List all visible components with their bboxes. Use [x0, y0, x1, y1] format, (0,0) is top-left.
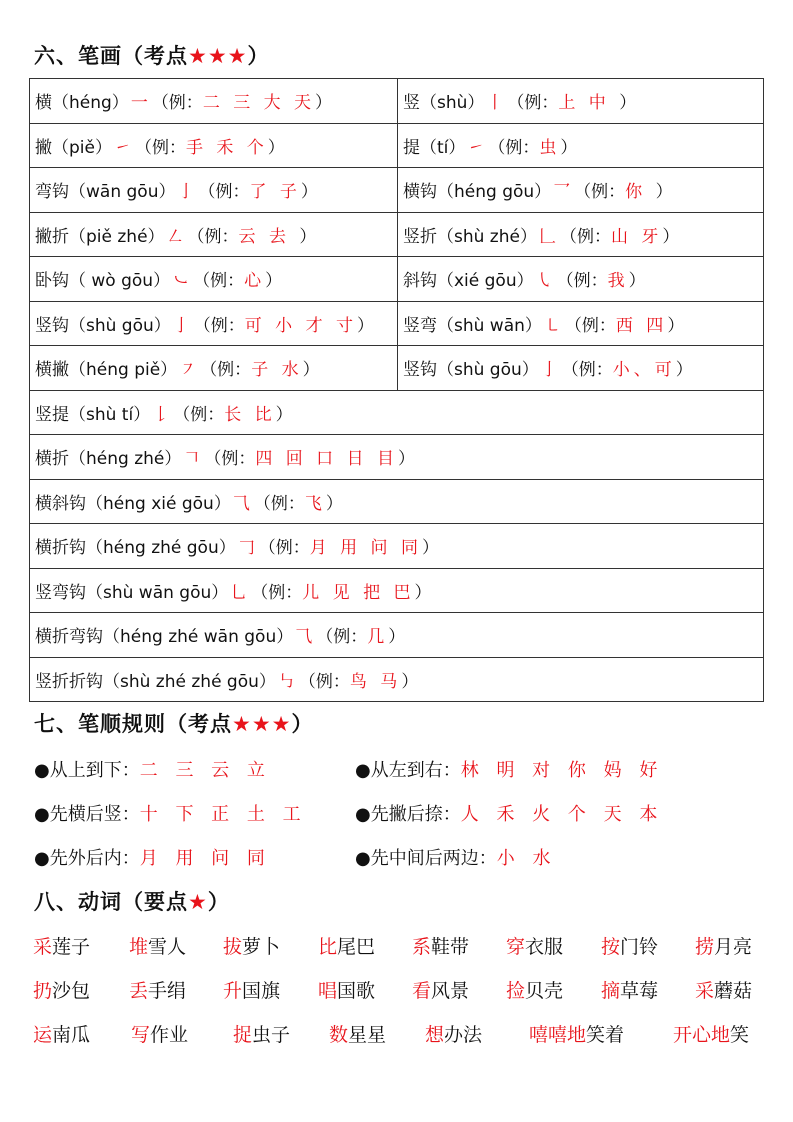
- verb-object: 作业: [150, 1024, 189, 1046]
- stroke-row: [30, 123, 764, 168]
- stroke-cell: [30, 346, 398, 391]
- stroke-symbol: 丨: [486, 93, 504, 114]
- rule-left-to-right: [355, 756, 663, 782]
- rule-label: ●先横后竖：: [34, 804, 140, 825]
- verb-word: 升: [223, 980, 243, 1002]
- example-prefix: （例：: [298, 671, 350, 692]
- verb-phrase: [33, 976, 90, 1003]
- example-prefix: （例：: [574, 182, 626, 203]
- stroke-examples: 心: [244, 271, 266, 292]
- stroke-examples: 了 子: [249, 182, 301, 203]
- stroke-symbol: 𠃊: [538, 226, 556, 247]
- verb-phrase: [129, 976, 186, 1003]
- stroke-symbol: 𠃌: [237, 538, 255, 559]
- stroke-name: 竖提（shù tí）: [35, 404, 151, 425]
- verb-object: 风景: [431, 980, 470, 1002]
- verb-phrase: [695, 932, 752, 959]
- verb-word: 看: [412, 980, 432, 1002]
- stroke-cell: [30, 212, 398, 257]
- example-prefix: （例：: [193, 271, 245, 292]
- example-suffix: ）: [265, 271, 283, 292]
- stroke-name: 弯钩（wān gōu）: [35, 182, 176, 203]
- stroke-name: 横折钩（héng zhé gōu）: [35, 538, 236, 559]
- stroke-symbol: ㇀: [467, 137, 485, 158]
- verb-word: 唱: [318, 980, 338, 1002]
- stroke-cell: [398, 257, 764, 302]
- rule-outside-before-inside: [34, 844, 271, 870]
- verb-row-3: [33, 1020, 773, 1050]
- example-prefix: （例：: [198, 182, 250, 203]
- verb-word: 丢: [129, 980, 149, 1002]
- stroke-row-full: [30, 390, 764, 435]
- example-suffix: ）: [662, 226, 680, 247]
- example-suffix: ）: [267, 137, 285, 158]
- example-prefix: （例：: [193, 315, 245, 336]
- verb-object: 门铃: [620, 936, 659, 958]
- verb-word: 数: [329, 1024, 349, 1046]
- stroke-row: [30, 79, 764, 124]
- verb-object: 虫子: [252, 1024, 291, 1046]
- stroke-cell: [30, 435, 764, 480]
- stroke-examples: 儿 见 把 巴: [302, 582, 415, 603]
- stroke-symbol: ㇃: [172, 271, 190, 292]
- stroke-name: 撇折（piě zhé）: [35, 226, 165, 247]
- verb-row-2: [33, 976, 773, 1006]
- rule-left-falling-before-right-falling: [355, 800, 663, 826]
- verb-object: 沙包: [52, 980, 91, 1002]
- rule-top-to-bottom: [34, 756, 271, 782]
- section-8-title: 八、动词（要点: [34, 890, 188, 914]
- section-7-title: 七、笔顺规则（考点: [34, 712, 232, 736]
- example-suffix: ）: [302, 360, 320, 381]
- stroke-name: 竖钩（shù gōu）: [403, 360, 539, 381]
- stroke-cell: [30, 257, 398, 302]
- stroke-row-full: [30, 435, 764, 480]
- rule-examples: 小 水: [496, 848, 557, 869]
- stroke-name: 卧钩（ wò gōu）: [35, 271, 171, 292]
- example-prefix: （例：: [564, 315, 616, 336]
- stroke-name: 横钩（héng gōu）: [403, 182, 552, 203]
- stroke-name: 竖（shù）: [403, 93, 485, 114]
- example-prefix: （例：: [556, 271, 608, 292]
- stroke-examples: 上 中: [558, 93, 620, 114]
- stroke-cell: [398, 301, 764, 346]
- example-prefix: （例：: [204, 449, 256, 470]
- rule-examples: 二 三 云 立: [139, 760, 271, 781]
- verb-word: 采: [695, 980, 715, 1002]
- stroke-symbol: ㇀: [113, 137, 131, 158]
- verb-object: 莲子: [52, 936, 91, 958]
- stroke-symbol: ㇉: [277, 671, 295, 692]
- example-prefix: （例：: [187, 226, 239, 247]
- verb-object: 笑: [730, 1024, 750, 1046]
- stroke-cell: [30, 168, 398, 213]
- stroke-cell: [30, 479, 764, 524]
- verb-phrase: [131, 1020, 188, 1047]
- rule-examples: 月 用 问 同: [139, 848, 271, 869]
- rule-label: ●先外后内：: [34, 848, 140, 869]
- stroke-examples: 云 去: [238, 226, 300, 247]
- verb-word: 按: [601, 936, 621, 958]
- stroke-symbol: 亅: [540, 360, 558, 381]
- stroke-row: [30, 212, 764, 257]
- stroke-cell: [30, 123, 398, 168]
- section-8-stars: ★: [188, 890, 208, 914]
- rule-examples: 林 明 对 你 妈 好: [460, 760, 664, 781]
- verb-phrase: [412, 976, 469, 1003]
- section-7-heading: [34, 708, 313, 738]
- verb-word: 捉: [233, 1024, 253, 1046]
- verb-object: 手绢: [148, 980, 187, 1002]
- example-suffix: ）: [299, 226, 317, 247]
- verb-object: 国旗: [242, 980, 281, 1002]
- verb-object: 蘑菇: [714, 980, 753, 1002]
- example-suffix: ）: [628, 271, 646, 292]
- example-prefix: （例：: [151, 93, 203, 114]
- verb-object: 国歌: [337, 980, 376, 1002]
- section-6-stars: ★★★: [188, 44, 248, 68]
- stroke-row: [30, 257, 764, 302]
- stroke-symbol: ⺄: [295, 627, 313, 648]
- example-suffix: ）: [560, 137, 578, 158]
- rule-label: ●先中间后两边：: [355, 848, 497, 869]
- example-suffix: ）: [397, 449, 415, 470]
- stroke-symbol: ㇄: [543, 315, 561, 336]
- stroke-examples: 几: [367, 627, 389, 648]
- stroke-cell: [30, 390, 764, 435]
- verb-phrase: [412, 932, 469, 959]
- verb-phrase: [673, 1020, 749, 1047]
- stroke-name: 提（tí）: [403, 137, 466, 158]
- verb-word: 捡: [506, 980, 526, 1002]
- verb-object: 尾巴: [337, 936, 376, 958]
- verb-word: 嘻嘻地: [529, 1024, 587, 1046]
- verb-phrase: [425, 1020, 482, 1047]
- stroke-row-full: [30, 657, 764, 702]
- stroke-name: 撇（piě）: [35, 137, 112, 158]
- example-suffix: ）: [414, 582, 432, 603]
- stroke-row-full: [30, 613, 764, 658]
- verb-word: 捞: [695, 936, 715, 958]
- section-8-close: ）: [207, 890, 230, 914]
- verb-phrase: [601, 976, 658, 1003]
- example-prefix: （例：: [507, 93, 559, 114]
- stroke-symbol: 亅: [172, 315, 190, 336]
- example-prefix: （例：: [488, 137, 540, 158]
- stroke-cell: [30, 568, 764, 613]
- stroke-symbol: 𠃍: [183, 449, 201, 470]
- verb-word: 摘: [601, 980, 621, 1002]
- verb-phrase: [33, 1020, 90, 1047]
- stroke-examples: 你: [625, 182, 656, 203]
- verb-phrase: [329, 1020, 386, 1047]
- example-prefix: （例：: [253, 493, 305, 514]
- stroke-examples: 月 用 问 同: [309, 538, 422, 559]
- verb-phrase: [318, 976, 375, 1003]
- example-suffix: ）: [315, 93, 333, 114]
- stroke-row: [30, 168, 764, 213]
- verb-object: 雪人: [148, 936, 187, 958]
- stroke-row-full: [30, 568, 764, 613]
- stroke-examples: 二 三 大 天: [202, 93, 316, 114]
- rule-examples: 十 下 正 土 工: [139, 804, 307, 825]
- stroke-table: [29, 78, 764, 702]
- stroke-examples: 子 水: [251, 360, 303, 381]
- stroke-cell: [30, 613, 764, 658]
- stroke-cell: [398, 346, 764, 391]
- section-7-stars: ★★★: [232, 712, 292, 736]
- example-suffix: ）: [388, 627, 406, 648]
- stroke-row: [30, 301, 764, 346]
- stroke-symbol: ㇇: [179, 360, 197, 381]
- stroke-symbol: ㇂: [535, 271, 553, 292]
- stroke-name: 横折（héng zhé）: [35, 449, 182, 470]
- verb-object: 鞋带: [431, 936, 470, 958]
- stroke-name: 横（héng）: [35, 93, 129, 114]
- stroke-symbol: ⺄: [232, 493, 250, 514]
- verb-word: 堆: [129, 936, 149, 958]
- section-6-title: 六、笔画（考点: [34, 44, 188, 68]
- example-suffix: ）: [300, 182, 318, 203]
- verb-object: 月亮: [714, 936, 753, 958]
- verb-word: 拔: [223, 936, 243, 958]
- verb-word: 运: [33, 1024, 53, 1046]
- verb-phrase: [695, 976, 752, 1003]
- verb-object: 办法: [444, 1024, 483, 1046]
- verb-object: 萝卜: [242, 936, 281, 958]
- stroke-row-full: [30, 524, 764, 569]
- verb-phrase: [506, 976, 563, 1003]
- example-prefix: （例：: [561, 360, 613, 381]
- verb-phrase: [223, 932, 280, 959]
- example-prefix: （例：: [258, 538, 310, 559]
- verb-object: 南瓜: [52, 1024, 91, 1046]
- example-prefix: （例：: [134, 137, 186, 158]
- verb-phrase: [318, 932, 375, 959]
- example-prefix: （例：: [559, 226, 611, 247]
- stroke-cell: [398, 212, 764, 257]
- example-suffix: ）: [357, 315, 374, 336]
- stroke-examples: 鸟 马: [349, 671, 402, 692]
- example-suffix: ）: [655, 182, 673, 203]
- section-6-heading: [34, 40, 269, 70]
- verb-phrase: [129, 932, 186, 959]
- stroke-examples: 飞: [304, 493, 326, 514]
- stroke-cell: [398, 79, 764, 124]
- verb-phrase: [33, 932, 90, 959]
- section-7-close: ）: [291, 712, 314, 736]
- example-suffix: ）: [619, 93, 637, 114]
- example-prefix: （例：: [200, 360, 252, 381]
- verb-word: 系: [412, 936, 432, 958]
- stroke-name: 竖折（shù zhé）: [403, 226, 537, 247]
- example-suffix: ）: [325, 493, 343, 514]
- rule-label: ●从左到右：: [355, 760, 461, 781]
- stroke-examples: 虫: [539, 137, 561, 158]
- verb-phrase: [529, 1020, 624, 1047]
- example-suffix: ）: [667, 315, 685, 336]
- example-suffix: ）: [421, 538, 439, 559]
- stroke-name: 竖弯钩（shù wān gōu）: [35, 582, 229, 603]
- stroke-cell: [398, 168, 764, 213]
- rule-label: ●从上到下：: [34, 760, 140, 781]
- stroke-examples: 西 四: [615, 315, 668, 336]
- example-suffix: ）: [401, 671, 419, 692]
- rule-label: ●先撇后捺：: [355, 804, 461, 825]
- verb-word: 扔: [33, 980, 53, 1002]
- verb-object: 笑着: [586, 1024, 625, 1046]
- stroke-symbol: 乛: [553, 182, 571, 203]
- example-prefix: （例：: [251, 582, 303, 603]
- stroke-cell: [30, 657, 764, 702]
- stroke-examples: 四 回 口 日 目: [255, 449, 398, 470]
- verb-word: 写: [131, 1024, 151, 1046]
- stroke-examples: 可 小 才 寸: [244, 315, 357, 336]
- stroke-cell: [30, 524, 764, 569]
- stroke-row-full: [30, 479, 764, 524]
- section-6-close: ）: [247, 44, 270, 68]
- stroke-name: 竖钩（shù gōu）: [35, 315, 171, 336]
- stroke-row: [30, 346, 764, 391]
- stroke-symbol: 𠄌: [152, 404, 170, 425]
- stroke-cell: [30, 79, 398, 124]
- stroke-cell: [30, 301, 398, 346]
- verb-object: 草莓: [620, 980, 659, 1002]
- verb-phrase: [223, 976, 280, 1003]
- stroke-cell: [398, 123, 764, 168]
- rule-horizontal-before-vertical: [34, 800, 307, 826]
- verb-word: 采: [33, 936, 53, 958]
- stroke-name: 斜钩（xié gōu）: [403, 271, 534, 292]
- verb-object: 贝壳: [525, 980, 564, 1002]
- verb-object: 星星: [348, 1024, 387, 1046]
- stroke-symbol: 乚: [230, 582, 248, 603]
- example-prefix: （例：: [173, 404, 225, 425]
- verb-word: 想: [425, 1024, 445, 1046]
- rule-examples: 人 禾 火 个 天 本: [460, 804, 664, 825]
- stroke-symbol: ㇜: [166, 226, 184, 247]
- stroke-examples: 小、可: [612, 360, 676, 381]
- example-suffix: ）: [675, 360, 693, 381]
- stroke-name: 横撇（héng piě）: [35, 360, 178, 381]
- verb-word: 开心地: [673, 1024, 731, 1046]
- verb-word: 穿: [506, 936, 526, 958]
- stroke-symbol: 亅: [177, 182, 195, 203]
- section-8-heading: [34, 886, 230, 916]
- example-suffix: ）: [275, 404, 293, 425]
- stroke-symbol: 一: [130, 93, 148, 114]
- stroke-examples: 山 牙: [610, 226, 663, 247]
- verb-phrase: [601, 932, 658, 959]
- stroke-name: 竖弯（shù wān）: [403, 315, 542, 336]
- stroke-examples: 我: [607, 271, 629, 292]
- verb-phrase: [506, 932, 563, 959]
- stroke-name: 竖折折钩（shù zhé zhé gōu）: [35, 671, 276, 692]
- rule-middle-before-sides: [355, 844, 556, 870]
- stroke-name: 横斜钩（héng xié gōu）: [35, 493, 231, 514]
- verb-word: 比: [318, 936, 338, 958]
- example-prefix: （例：: [316, 627, 368, 648]
- verb-row-1: [33, 932, 773, 962]
- verb-object: 衣服: [525, 936, 564, 958]
- stroke-examples: 手 禾 个: [185, 137, 268, 158]
- stroke-examples: 长 比: [224, 404, 276, 425]
- verb-phrase: [233, 1020, 290, 1047]
- stroke-name: 横折弯钩（héng zhé wān gōu）: [35, 627, 294, 648]
